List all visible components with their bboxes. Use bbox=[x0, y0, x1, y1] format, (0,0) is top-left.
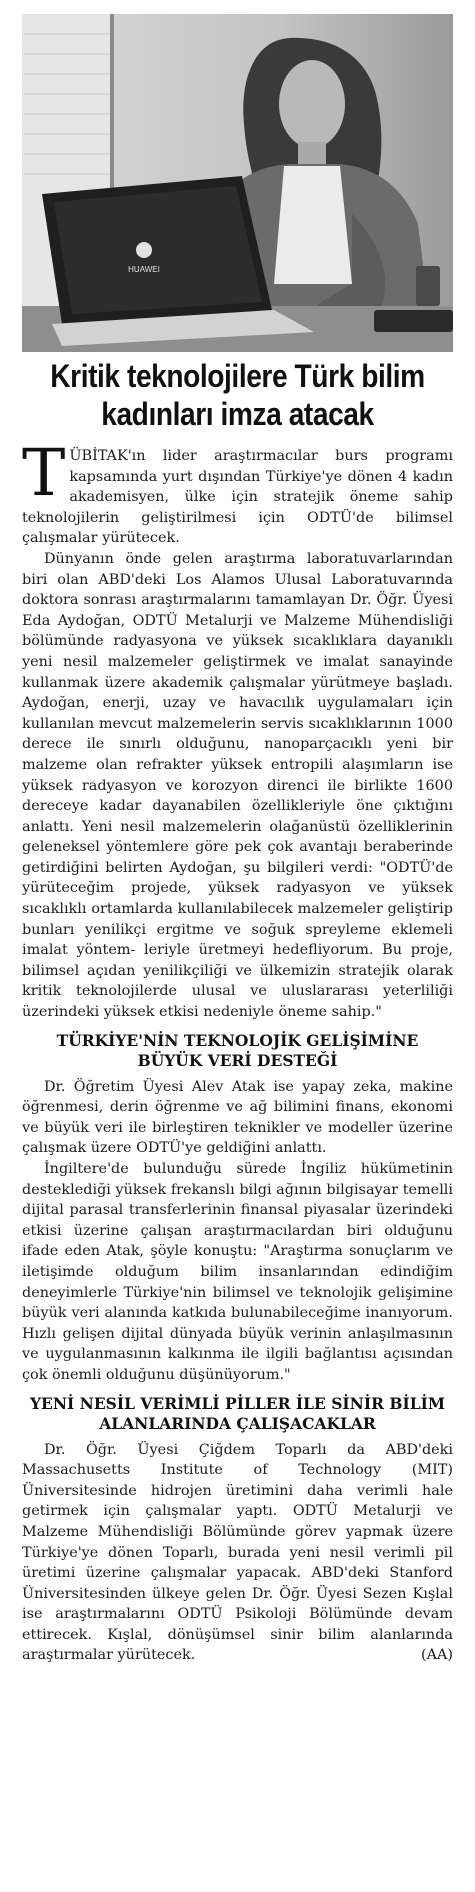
paragraph: İngiltere'de bulunduğu sürede İngiliz hükümetinin desteklediği yüksek frekanslı bilgi ağının bilgisayar temelli dijital parasal transferlerinin finansal piyasalar üzerindeki etkisi üzerine çalışan araştırmacılardan biri olduğunu ifade eden Atak, şöyle konuştu: "Araştırma sonuçlarım ve iletişimde olduğum bilim insanlarından edindiğim deneyimlerle Türkiye'nin bilimsel ve teknolojik gelişimine büyük veri alanında katkıda bulunabileceğime inanıyorum. Hızlı gelişen dijital dünyada büyük verinin anlaşılmasının ve uygulanmasının kalkınma ile ilgili bağlantısı açısından çok önemli olduğunu düşünüyorum." bbox=[22, 1161, 453, 1383]
paragraph-text: Dr. Öğr. Üyesi Çiğdem Toparlı da ABD'deki Massachusetts Institute of Technology (MIT) Üniversitesinde hidrojen üretimini daha verimli hale getirmek için çalışmalar yaptı. ODTÜ Metalurji ve Malzeme Mühendisliği Bölümünde görev yapmak üzere Türkiye'ye dönen Toparlı, burada yeni nesil verimli pil üretimi üzerine çalışmalar yapacak. ABD'deki Stanford Üniversitesinden ülkeye gelen Dr. Öğr. Üyesi Sezen Kışlal ise araştırmalarını ODTÜ Psikoloji Bölümünde devam ettirecek. Kışlal, dönüşümsel sinir bilim alanlarında araştırmalar yürütecek. bbox=[22, 1441, 453, 1664]
paragraph bbox=[22, 1440, 453, 1667]
source-credit: (AA) bbox=[420, 1647, 453, 1664]
laptop-logo-icon bbox=[136, 242, 152, 258]
paragraph: Dünyanın önde gelen araştırma laboratuvarlarından biri olan ABD'deki Los Alamos Ulusal Laboratuvarında doktora sonrası araştırmalarını tamamlayan Dr. Öğr. Üyesi Eda Aydoğan, ODTÜ Metalurji ve Malzeme Mühendisliği bölümünde radyasyona ve yüksek sıcaklıklara dayanıklı yeni nesil malzemeler geliştirmek ve imalat sanayinde kullanmak üzere akademik çalışmalar yürütmeye başladı. Aydoğan, enerji, uzay ve havacılık uygulamaları için kullanılan mevcut malzemelerin servis sıcaklıklarının 1000 derece ile sınırlı olduğunu, nanoparçacıklı yeni bir malzeme olan refrakter yüksek entropili alaşımların ise yüksek radyasyon ve korozyon direnci ile birlikte 1600 dereceye kadar dayanabilen özellikleriyle öne çıktığını anlattı. Yeni nesil malzemelerin olağanüstü özelliklerinin geleneksel yöntemlere göre pek çok avantajı beraberinde getirdiğini belirten Aydoğan, şu bilgileri verdi: "ODTÜ'de yürüteceğim projede, yüksek radyasyon ve yüksek sıcaklıklı ortamlarda kullanılabilecek malzemeler geliştirip bunları yenilikçi ergitme ve soğuk spreyleme eklemeli imalat yöntem- leriyle üretmeyi hedefliyorum. Bu proje, bilimsel açıdan yenilikçiliği ve ülkemizin stratejik olarak kritik teknolojilerde ulusal ve uluslararası yeterliliği üzerindeki yüksek etkisi nedeniyle öneme sahip." bbox=[22, 550, 453, 1021]
lead-paragraph bbox=[22, 436, 453, 549]
article-photo bbox=[22, 14, 453, 352]
subheading-batteries-neuroscience: YENİ NESİL VERİMLİ PİLLER İLE SİNİR BİLİM ALANLARINDA ÇALIŞACAKLAR bbox=[29, 1393, 446, 1433]
drop-cap: T bbox=[22, 436, 66, 511]
article-body bbox=[22, 436, 453, 1666]
lead-text: ÜBİTAK'ın lider araştırmacılar burs programı kapsamında yurt dışından Türkiye'ye dönen 4 kadın akademisyen, ülke için stratejik öneme sahip teknolojilerin geliştirilmesi için ODTÜ'de bilimsel çalışmalar yürütecek. bbox=[22, 448, 453, 547]
photo-illustration bbox=[22, 14, 453, 352]
laptop-brand: HUAWEI bbox=[128, 265, 160, 274]
paragraph: Dr. Öğretim Üyesi Alev Atak ise yapay zeka, makine öğrenmesi, derin öğrenme ve ağ bilimini finans, ekonomi ve büyük veri ile birleştiren teknikler ve modeller üzerine çalışmak üzere ODTÜ'ye geldiğini anlattı. bbox=[22, 1078, 453, 1157]
headline: Kritik teknolojilere Türk bilim kadınları imza atacak bbox=[50, 358, 425, 432]
subheading-big-data: TÜRKİYE'NİN TEKNOLOJİK GELİŞİMİNE BÜYÜK VERİ DESTEĞİ bbox=[56, 1030, 419, 1070]
